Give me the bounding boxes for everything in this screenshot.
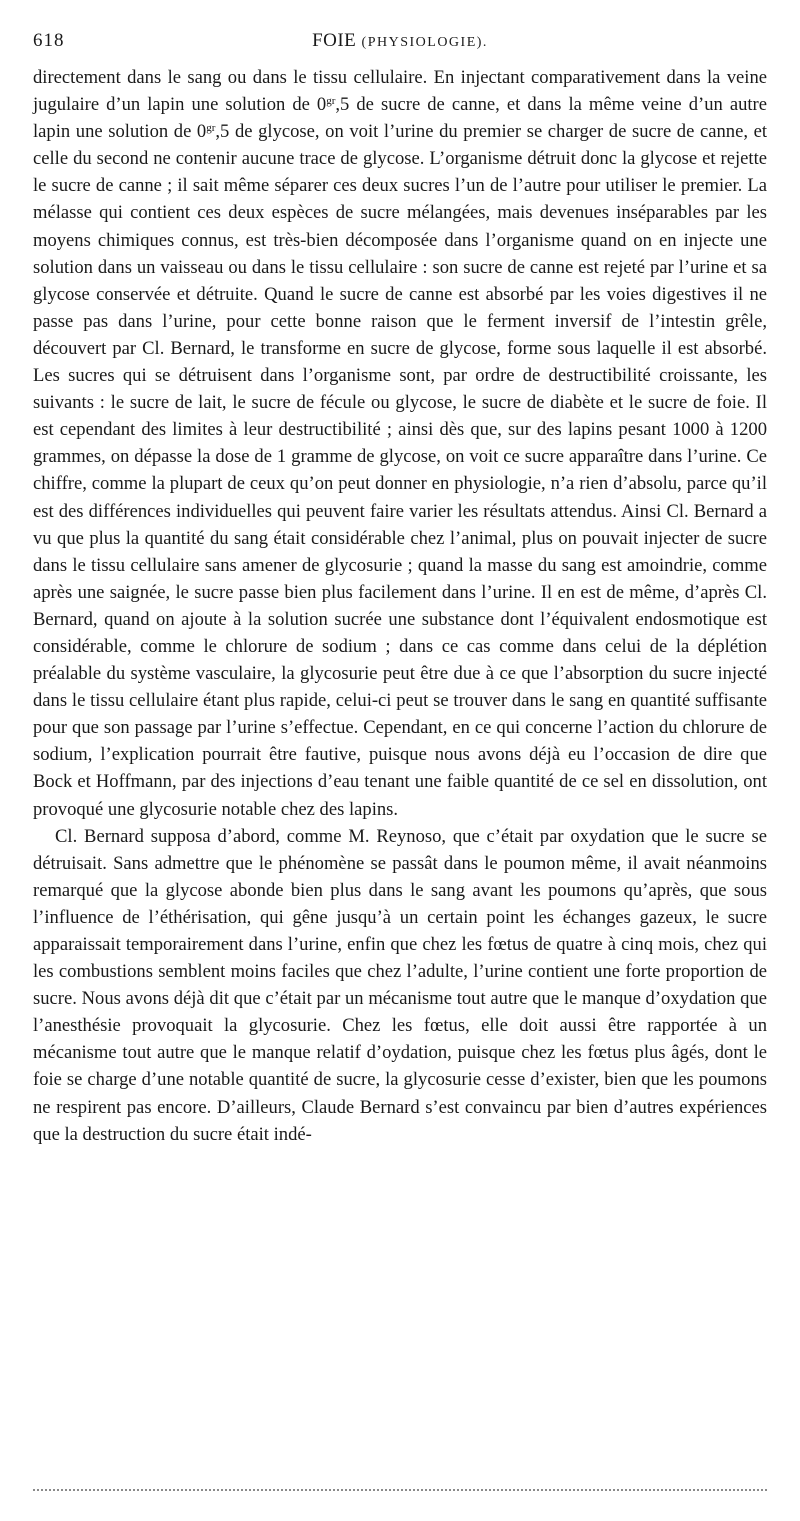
document-page [33, 0, 767, 1521]
header-subtitle: (PHYSIOLOGIE). [361, 35, 488, 50]
running-header [33, 30, 767, 56]
text-run: ,5 de glycose, on voit l’urine du premier se charger de sucre de canne, et celle du second ne contenir aucune trace de glycose. L’organisme détruit donc la glycose et rejette le sucre de canne ; il sait même séparer ces deux sucres l’un de l’autre pour utiliser le premier. La mélasse qui contient ces deux espèces de sucre mélangées, mais devenues inséparables par les moyens chimiques connus, est très-bien décomposée dans l’organisme quand on en injecte une solution dans un vaisseau ou dans le tissu cellulaire : son sucre de canne est rejeté par l’urine et sa glycose conservée et détruite. Quand le sucre de canne est absorbé par les voies digestives il ne passe pas dans l’urine, pour cette bonne raison que le ferment inversif de l’intestin grêle, découvert par Cl. Bernard, le transforme en sucre de glycose, forme sous laquelle il est absorbé. Les sucres qui se détruisent dans l’organisme sont, par ordre de destructibilité croissante, les suivants : le sucre de lait, le sucre de fécule ou glycose, le sucre de diabète et le sucre de foie. Il est cependant des limites à leur destructibilité ; ainsi dès que, sur des lapins pesant 1000 à 1200 grammes, on dépasse la dose de 1 gramme de glycose, on voit ce sucre apparaître dans l’urine. Ce chiffre, comme la plupart de ceux qu’on peut donner en physiologie, n’a rien d’absolu, parce qu’il est des différences individuelles qui peuvent faire varier les résultats attendus. Ainsi Cl. Bernard a vu que plus la quantité du sang était considérable chez l’animal, plus on pouvait injecter de sucre dans le tissu cellulaire sans amener de glycosurie ; quand la masse du sang est amoindrie, comme après une saignée, le sucre passe bien plus facilement dans l’urine. Il en est de même, d’après Cl. Bernard, quand on ajoute à la solution sucrée une substance dont l’équivalent endosmotique est considérable, comme le chlorure de sodium ; dans ce cas comme dans celui de la déplétion préalable du système vasculaire, la glycosurie peut être due à ce que l’absorption du sucre injecté dans le tissu cellulaire étant plus rapide, celui-ci peut se trouver dans le sang en quantité suffisante pour que son passage par l’urine s’effectue. Cependant, en ce qui concerne l’action du chlorure de sodium, l’explication pourrait être fautive, puisque nous avons déjà eu l’occasion de dire que Bock et Hoffmann, par des injections d’eau tenant une faible quantité de ce sel en dissolution, ont provoqué une glycosurie notable chez des lapins. [33, 121, 767, 820]
footer-rule [33, 1489, 767, 1491]
body-text [33, 64, 767, 1148]
superscript-unit: gr [206, 122, 216, 135]
page-number: 618 [33, 30, 65, 51]
paragraph [33, 823, 767, 1148]
text-run: Cl. Bernard supposa d’abord, comme M. Reynoso, que c’était par oxydation que le sucre se détruisait. Sans admettre que le phénomène se passât dans le poumon même, il avait néanmoins remarqué que la glycose abonde bien plus dans le sang avant les poumons qu’après, que sous l’influence de l’éthérisation, qui gêne jusqu’à un certain point les échanges gazeux, le sucre apparaissait temporairement dans l’urine, enfin que chez les fœtus de quatre à cinq mois, chez qui les combustions semblent moins faciles que chez l’adulte, l’urine contient une forte proportion de sucre. Nous avons déjà dit que c’était par un mécanisme tout autre que le manque d’oxydation que l’anesthésie provoquait la glycosurie. Chez les fœtus, elle doit aussi être rapportée à un mécanisme tout autre que le manque relatif d’oydation, puisque chez les fœtus plus âgés, dont le foie se charge d’une notable quantité de sucre, la glycosurie cesse d’exister, bien que les poumons ne respirent pas encore. D’ailleurs, Claude Bernard s’est convaincu par bien d’autres expériences que la destruction du sucre était indé- [33, 825, 767, 1145]
text-run: directement dans le sang ou dans le tissu cellulaire. En injectant comparativement dans la veine jugulaire d’un lapin une solution de 0 [33, 67, 767, 116]
paragraph [33, 64, 767, 823]
header-title: FOIE [312, 30, 357, 51]
superscript-unit: gr [326, 95, 336, 108]
running-title [33, 30, 767, 52]
text-run: ,5 de sucre de canne, et dans la même veine d’un autre lapin une solution de 0 [33, 94, 767, 143]
